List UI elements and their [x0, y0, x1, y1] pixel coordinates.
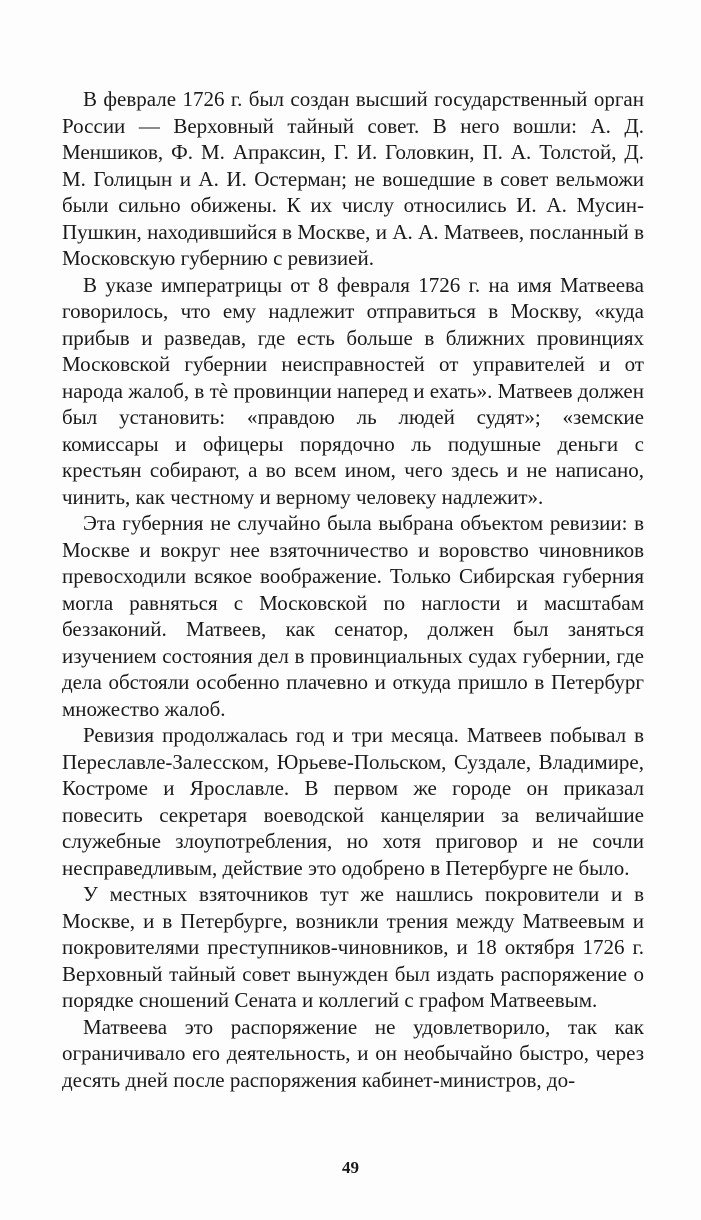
- paragraph: Эта губерния не случайно была выбрана объектом ревизии: в Москве и вокруг нее взяточничество и воровство чиновников превосходили всякое воображение. Только Сибирская губерния могла равняться с Московской по наглости и масштабам беззаконий. Матвеев, как сенатор, должен был заняться изучением состояния дел в провинциальных судах губернии, где дела обстояли особенно плачевно и откуда пришло в Петербург множество жалоб.: [62, 511, 644, 721]
- paragraph: У местных взяточников тут же нашлись покровители и в Москве, и в Петербурге, возникли трения между Матвеевым и покровителями преступников-чиновников, и 18 октября 1726 г. Верховный тайный совет вынужден был издать распоряжение о порядке сношений Сената и коллегий с графом Матвеевым.: [62, 882, 644, 1012]
- paragraph: В феврале 1726 г. был создан высший государственный орган России — Верховный тайный совет. В него вошли: А. Д. Меншиков, Ф. М. Апраксин, Г. И. Головкин, П. А. Толстой, Д. М. Голицын и А. И. Остерман; не вошедшие в совет вельможи были сильно обижены. К их числу относились И. А. Мусин-Пушкин, находившийся в Москве, и А. А. Матвеев, посланный в Московскую губернию с ревизией.: [62, 87, 644, 270]
- page-body-text: [62, 86, 644, 1093]
- paragraph: В указе императрицы от 8 февраля 1726 г. на имя Матвеева говорилось, что ему надлежит отправиться в Москву, «куда прибыв и разведав, где есть больше в ближних провинциях Московской губернии неисправностей от управителей и от народа жалоб, в тѐ провинции наперед и ехать». Матвеев должен был установить: «правдою ль людей судят»; «земские комиссары и офицеры порядочно ль подушные деньги с крестьян собирают, а во всем ином, чего здесь и не написано, чинить, как честному и верному человеку надлежит».: [62, 272, 644, 509]
- paragraph: Матвеева это распоряжение не удовлетворило, так как ограничивало его деятельность, и он необычайно быстро, через десять дней после распоряжения кабинет-министров, до-: [62, 1014, 644, 1092]
- paragraph: Ревизия продолжалась год и три месяца. Матвеев побывал в Переславле-Залесском, Юрьеве-Польском, Суздале, Владимире, Костроме и Ярославле. В первом же городе он приказал повесить секретаря воеводской канцелярии за величайшие служебные злоупотребления, но хотя приговор и не сочли несправедливым, действие это одобрено в Петербурге не было.: [62, 723, 644, 880]
- page-number: 49: [342, 1158, 359, 1177]
